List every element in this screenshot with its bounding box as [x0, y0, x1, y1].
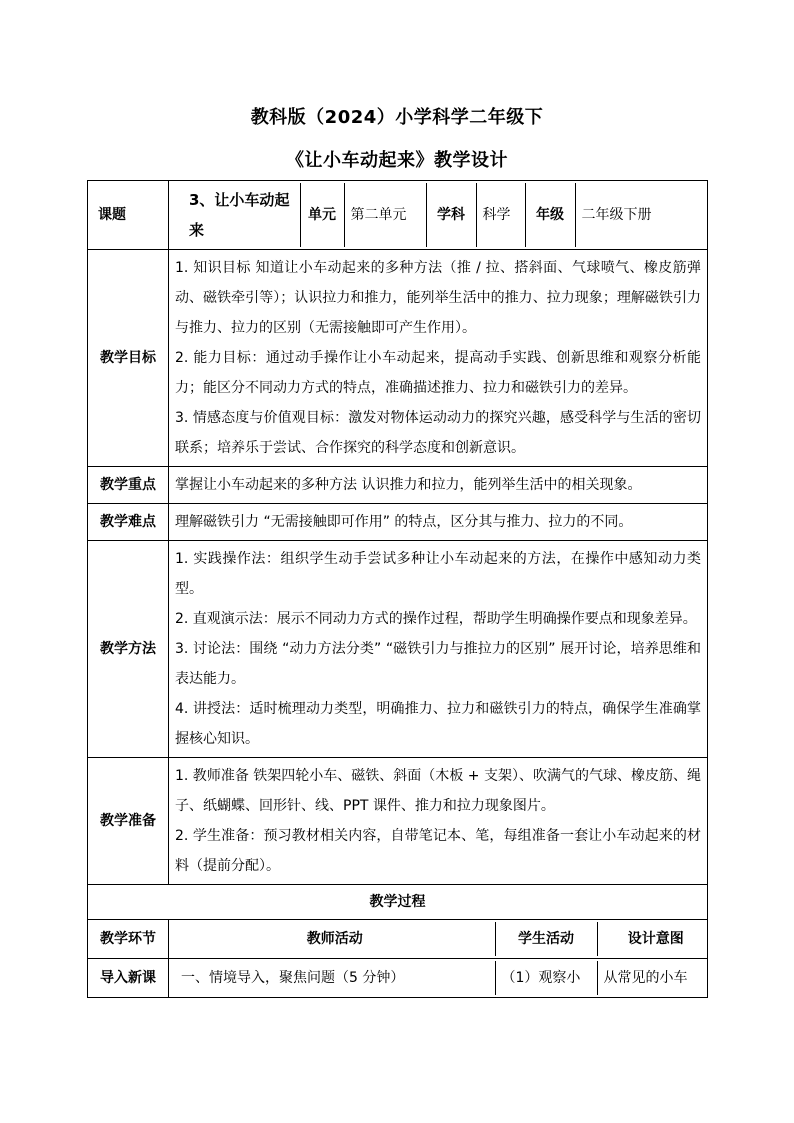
- difficulties-text: 理解磁铁引力 “无需接触即可作用” 的特点，区分其与推力、拉力的不同。: [169, 504, 708, 541]
- col-stage: 教学环节: [88, 920, 169, 959]
- col-student: 学生活动: [495, 922, 597, 956]
- process-student: （1）观察小: [495, 961, 597, 995]
- grade-label: 年级: [525, 183, 575, 247]
- objectives-label: 教学目标: [88, 250, 169, 467]
- methods-label: 教学方法: [88, 541, 169, 758]
- objectives-row: [88, 250, 708, 467]
- objective-item: 3. 情感态度与价值观目标：激发对物体运动动力的探究兴趣，感受科学与生活的密切联系；培养乐于尝试、合作探究的科学态度和创新意识。: [175, 410, 701, 456]
- grade-value: 二年级下册: [575, 183, 714, 247]
- col-intent: 设计意图: [597, 922, 714, 956]
- subject-value: 科学: [476, 183, 525, 247]
- process-columns: [169, 920, 708, 959]
- topic-label: 课题: [88, 181, 169, 250]
- unit-label: 单元: [300, 183, 344, 247]
- lesson-plan-table: [87, 180, 708, 998]
- document-subtitle: 《让小车动起来》教学设计: [286, 150, 508, 171]
- process-header: 教学过程: [88, 885, 708, 920]
- method-item: 1. 实践操作法：组织学生动手尝试多种让小车动起来的方法，在操作中感知动力类型。: [175, 551, 701, 597]
- preparation-item: 1. 教师准备 铁架四轮小车、磁铁、斜面（木板 + 支架）、吹满气的气球、橡皮筋、绳子、纸蝴蝶、回形针、线、PPT 课件、推力和拉力现象图片。: [175, 768, 701, 814]
- objective-item: 1. 知识目标 知道让小车动起来的多种方法（推 / 拉、搭斜面、气球喷气、橡皮筋弹动、磁铁牵引等）；认识拉力和推力，能列举生活中的推力、拉力现象；理解磁铁引力与推力、拉力的区别（无需接触即可产生作用）。: [175, 260, 701, 336]
- process-intent: 从常见的小车: [597, 961, 714, 995]
- key-points-row: [88, 467, 708, 504]
- difficulties-label: 教学难点: [88, 504, 169, 541]
- preparation-label: 教学准备: [88, 758, 169, 885]
- process-stage: 导入新课: [88, 959, 169, 998]
- method-item: 3. 讨论法：围绕 “动力方法分类” “磁铁引力与推拉力的区别” 展开讨论，培养思维和表达能力。: [175, 641, 701, 687]
- col-teacher: 教师活动: [306, 931, 363, 947]
- preparation-content: [169, 758, 708, 885]
- process-columns-row: [88, 920, 708, 959]
- method-item: 4. 讲授法：适时梳理动力类型，明确推力、拉力和磁铁引力的特点，确保学生准确掌握核心知识。: [175, 701, 701, 747]
- process-teacher: 一、情境导入，聚焦问题（5 分钟）: [181, 970, 405, 986]
- objective-item: 2. 能力目标：通过动手操作让小车动起来，提高动手实践、创新思维和观察分析能力；能区分不同动力方式的特点，准确描述推力、拉力和磁铁引力的差异。: [175, 350, 701, 396]
- methods-content: [169, 541, 708, 758]
- process-row-cells: [169, 959, 708, 998]
- methods-row: [88, 541, 708, 758]
- info-row: [88, 181, 708, 250]
- topic-value: 3、让小车动起来: [189, 191, 290, 239]
- difficulties-row: [88, 504, 708, 541]
- subject-label: 学科: [426, 183, 476, 247]
- document-title: 教科版（2024）小学科学二年级下: [250, 107, 544, 128]
- preparation-row: [88, 758, 708, 885]
- objectives-content: [169, 250, 708, 467]
- preparation-item: 2. 学生准备：预习教材相关内容，自带笔记本、笔，每组准备一套让小车动起来的材料（提前分配）。: [175, 828, 701, 874]
- info-cells: [169, 181, 708, 250]
- process-row: [88, 959, 708, 998]
- unit-value: 第二单元: [344, 183, 426, 247]
- key-points-text: 掌握让小车动起来的多种方法 认识推力和拉力，能列举生活中的相关现象。: [169, 467, 708, 504]
- method-item: 2. 直观演示法：展示不同动力方式的操作过程，帮助学生明确操作要点和现象差异。: [175, 611, 697, 627]
- key-points-label: 教学重点: [88, 467, 169, 504]
- process-header-row: [88, 885, 708, 920]
